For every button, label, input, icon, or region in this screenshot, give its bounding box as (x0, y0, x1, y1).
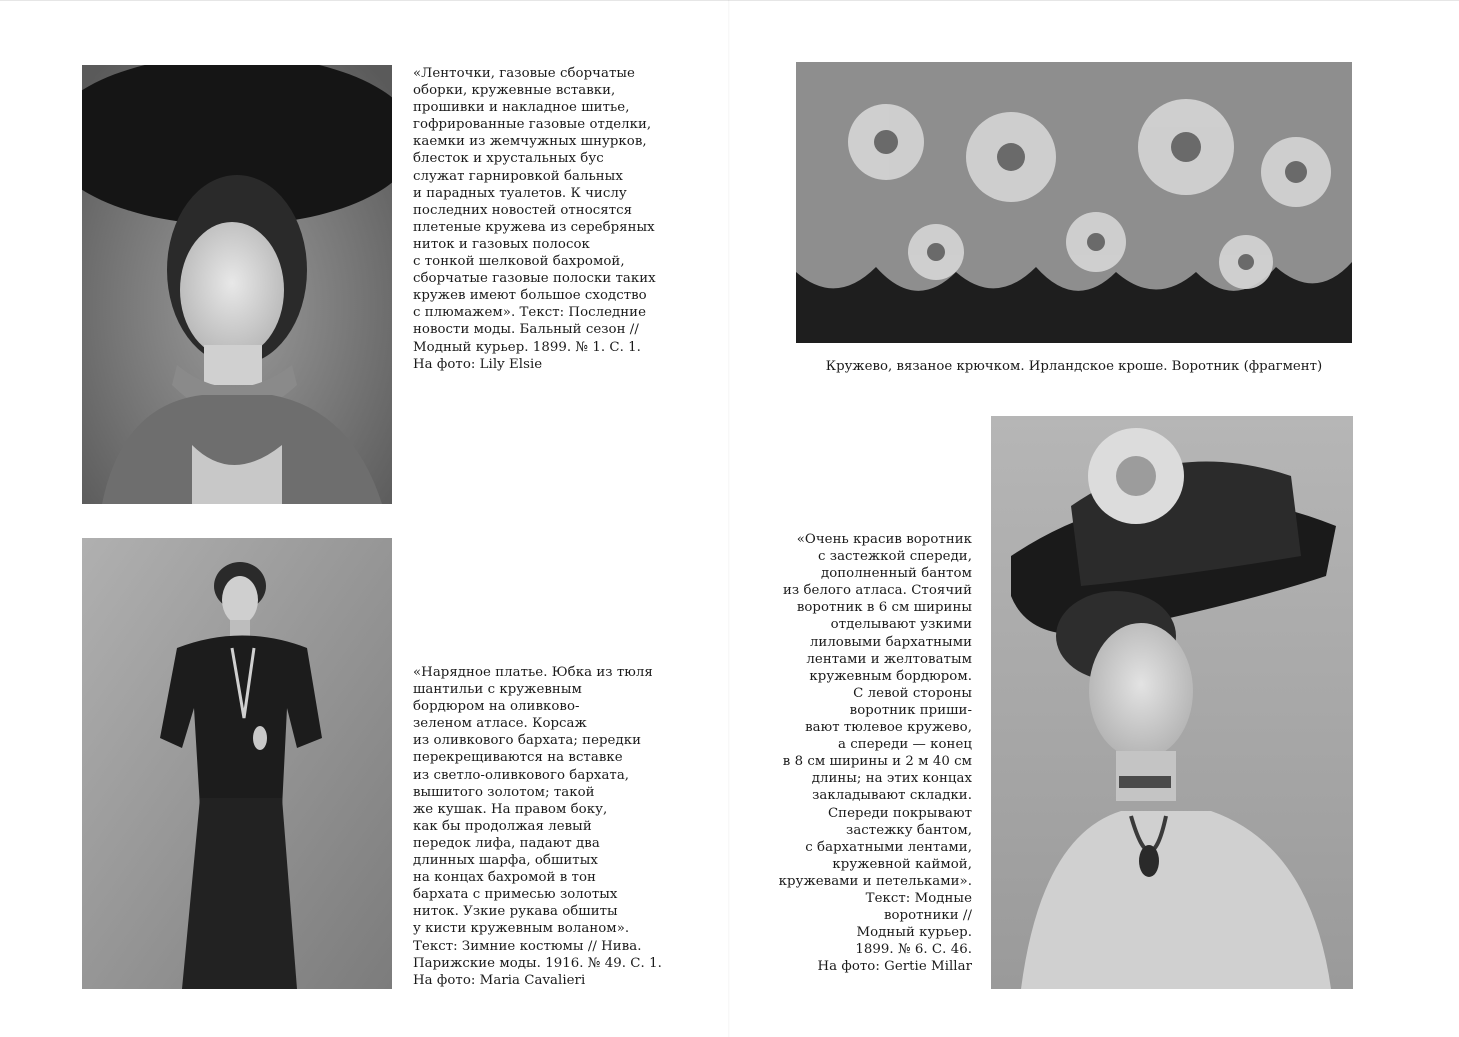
book-gutter (728, 0, 730, 1037)
photo-maria-cavalieri (82, 538, 392, 989)
photo-gertie-millar (991, 416, 1353, 989)
photo-lily-elsie (82, 65, 392, 504)
quote-gertie-millar: «Очень красив воротник с застежкой спереди, дополненный бантом из белого атласа. Стоячий воротник в 6 см ширины отделывают узкими лиловыми бархатными лентами и желтоватым кружевным бордюром. С левой стороны воротник приши- вают тюлевое кружево, а спереди — конец в 8 см ширины и 2 м 40 см длины; на этих концах закладывают складки. Спереди покрывают застежку бантом, с бархатными лентами, кружевной каймой, кружевами и петельками». Текст: Модные воротники // Модный курьер. 1899. № 6. С. 46. На фото: Gertie Millar (778, 532, 972, 975)
lace-caption: Кружево, вязаное крючком. Ирландское кроше. Воротник (фрагмент) (825, 359, 1323, 374)
quote-maria-cavalieri: «Нарядное платье. Юбка из тюля шантильи с кружевным бордюром на оливково- зеленом атласе. Корсаж из оливкового бархата; передки перекрещиваются на вставке из светло-оливкового бархата, вышитого золотом; такой же кушак. На правом боку, как бы продолжая левый передок лифа, падают два длинных шарфа, обшитых на концах бахромой в тон бархата с примесью золотых ниток. Узкие рукава обшиты у кисти кружевным воланом». Текст: Зимние костюмы // Нива. Парижские моды. 1916. № 49. С. 1. На фото: Maria Cavalieri (413, 665, 662, 988)
photo-irish-crochet-lace (796, 62, 1352, 343)
quote-lily-elsie: «Ленточки, газовые сборчатые оборки, кружевные вставки, прошивки и накладное шитье, гофрированные газовые отделки, каемки из жемчужных шнурков, блесток и хрустальных бус служат гарнировкой бальных и парадных туалетов. К числу последних новостей относятся плетеные кружева из серебряных ниток и газовых полосок с тонкой шелковой бахромой, сборчатые газовые полоски таких кружев имеют большое сходство с плюмажем». Текст: Последние новости моды. Бальный сезон // Модный курьер. 1899. № 1. С. 1. На фото: Lily Elsie (413, 66, 656, 372)
